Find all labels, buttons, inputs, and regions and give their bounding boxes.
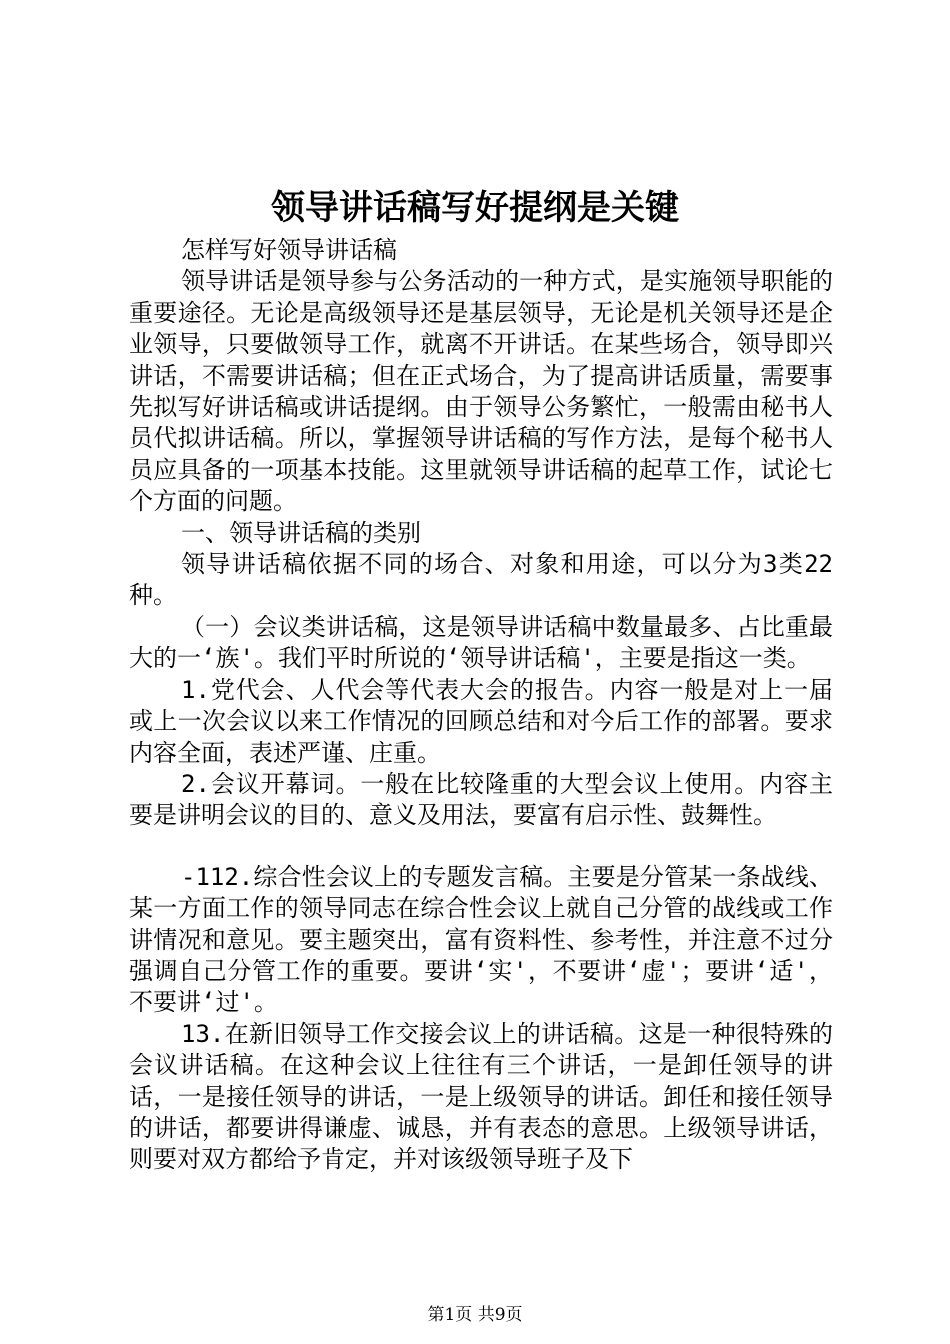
paragraph-categories: 领导讲话稿依据不同的场合、对象和用途，可以分为3类22种。 <box>129 550 833 610</box>
paragraph-gap <box>129 832 833 862</box>
paragraph-section-heading: 一、领导讲话稿的类别 <box>181 518 421 547</box>
paragraph-meeting-type: （一）会议类讲话稿，这是领导讲话稿中数量最多、占比重最大的一‘族'。我们平时所说的‘领导讲话稿'，主要是指这一类。 <box>129 612 833 673</box>
page-footer: 第1页 共9页 <box>427 1305 523 1325</box>
document-title: 领导讲话稿写好提纲是关键 <box>271 188 679 228</box>
paragraph-item-1: 1.党代会、人代会等代表大会的报告。内容一般是对上一届或上一次会议以来工作情况的回顾总结和对今后工作的部署。要求内容全面，表述严谨、庄重。 <box>129 675 833 767</box>
document-body <box>129 235 833 1176</box>
paragraph-intro: 领导讲话是领导参与公务活动的一种方式，是实施领导职能的重要途径。无论是高级领导还是基层领导，无论是机关领导还是企业领导，只要做领导工作，就离不开讲话。在某些场合，领导即兴讲话，不需要讲话稿；但在正式场合，为了提高讲话质量，需要事先拟写好讲话稿或讲话提纲。由于领导公务繁忙，一般需由秘书人员代拟讲话稿。所以，掌握领导讲话稿的写作方法，是每个秘书人员应具备的一项基本技能。这里就领导讲话稿的起草工作，试论七个方面的问题。 <box>129 267 833 516</box>
paragraph-item-2: 2.会议开幕词。一般在比较隆重的大型会议上使用。内容主要是讲明会议的目的、意义及用法，要富有启示性、鼓舞性。 <box>129 769 833 830</box>
paragraph-subtitle: 怎样写好领导讲话稿 <box>181 236 397 264</box>
paragraph-item-13: 13.在新旧领导工作交接会议上的讲话稿。这是一种很特殊的会议讲话稿。在这种会议上往往有三个讲话，一是卸任领导的讲话，一是接任领导的讲话，一是上级领导的讲话。卸任和接任领导的讲话，都要讲得谦虚、诚恳，并有表态的意思。上级领导讲话，则要对双方都给予肯定，并对该级领导班子及下 <box>129 1019 833 1174</box>
paragraph-item-112: -112.综合性会议上的专题发言稿。主要是分管某一条战线、某一方面工作的领导同志在综合性会议上就自己分管的战线或工作讲情况和意见。要主题突出，富有资料性、参考性，并注意不过分强调自己分管工作的重要。要讲‘实'，不要讲‘虚'；要讲‘适'，不要讲‘过'。 <box>129 862 833 1017</box>
